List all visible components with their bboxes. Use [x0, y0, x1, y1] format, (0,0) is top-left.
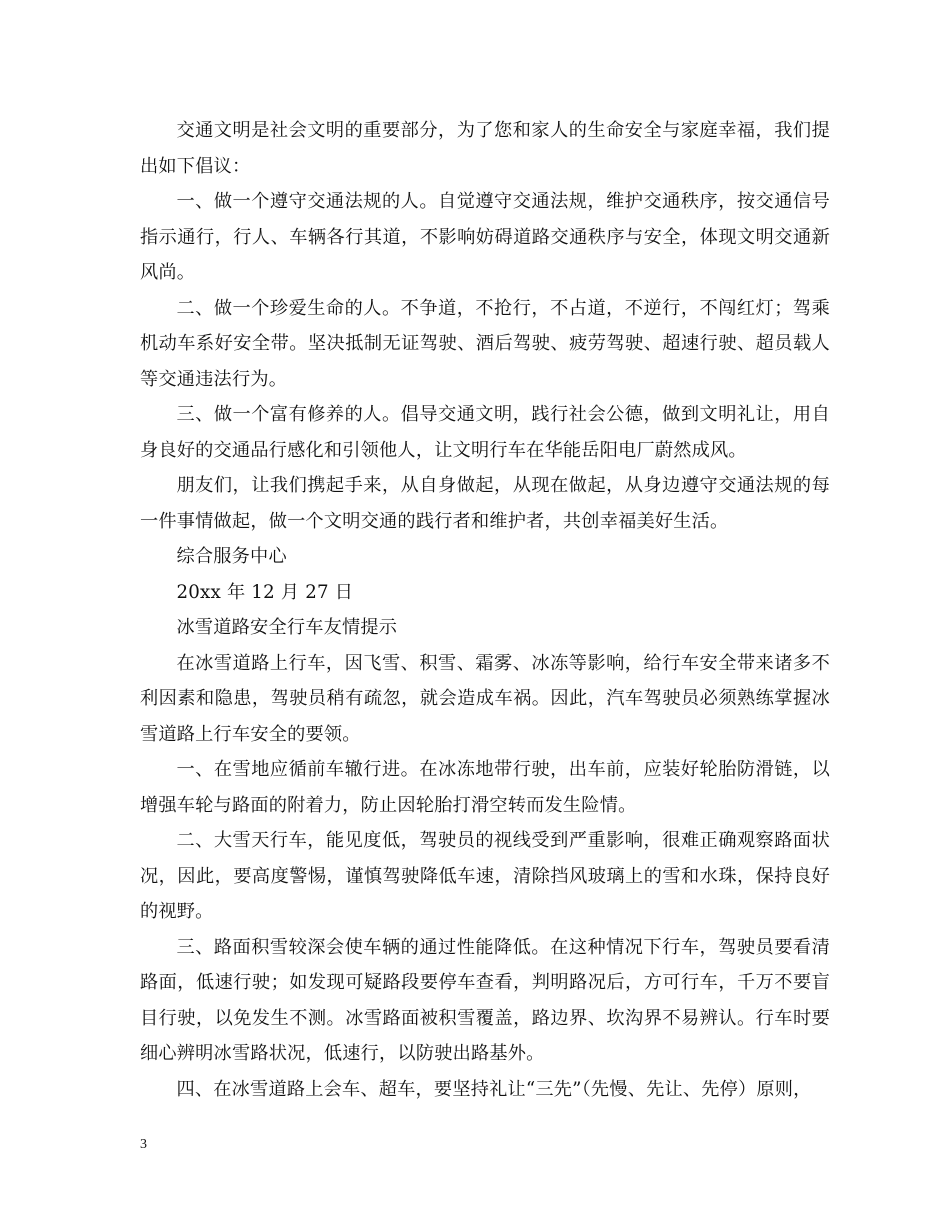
signature-date: 20xx 年 12 月 27 日	[176, 581, 354, 603]
paragraph-proposal-3: 三、做一个富有修养的人。倡导交通文明，践行社会公德，做到文明礼让，用自身良好的交通品行感化和引领他人，让文明行车在华能岳阳电厂蔚然成风。	[140, 404, 830, 461]
section-title: 冰雪道路安全行车友情提示	[176, 617, 398, 638]
paragraph-proposal-1: 一、做一个遵守交通法规的人。自觉遵守交通法规，维护交通秩序，按交通信号指示通行，行人、车辆各行其道，不影响妨碍道路交通秩序与安全，体现文明交通新风尚。	[140, 191, 830, 283]
paragraph-winter-tip-1: 一、在雪地应循前车辙行进。在冰冻地带行驶，出车前，应装好轮胎防滑链，以增强车轮与路面的附着力，防止因轮胎打滑空转而发生险情。	[140, 759, 830, 816]
paragraph-winter-intro: 在冰雪道路上行车，因飞雪、积雪、霜雾、冰冻等影响，给行车安全带来诸多不利因素和隐患，驾驶员稍有疏忽，就会造成车祸。因此，汽车驾驶员必须熟练掌握冰雪道路上行车安全的要领。	[140, 652, 830, 745]
page-number: 3	[140, 1137, 147, 1152]
paragraph-winter-tip-4: 四、在冰雪道路上会车、超车，要坚持礼让“三先”（先慢、先让、先停）原则，	[176, 1078, 812, 1100]
document-body	[140, 113, 830, 1107]
paragraph-intro: 交通文明是社会文明的重要部分，为了您和家人的生命安全与家庭幸福，我们提出如下倡议：	[140, 120, 830, 177]
paragraph-closing: 朋友们，让我们携起手来，从自身做起，从现在做起，从身边遵守交通法规的每一件事情做起，做一个文明交通的践行者和维护者，共创幸福美好生活。	[140, 475, 830, 532]
paragraph-proposal-2: 二、做一个珍爱生命的人。不争道，不抢行，不占道，不逆行，不闯红灯；驾乘机动车系好安全带。坚决抵制无证驾驶、酒后驾驶、疲劳驾驶、超速行驶、超员载人等交通违法行为。	[140, 297, 830, 390]
paragraph-winter-tip-3: 三、路面积雪较深会使车辆的通过性能降低。在这种情况下行车，驾驶员要看清路面，低速行驶；如发现可疑路段要停车查看，判明路况后，方可行车，千万不要盲目行驶，以免发生不测。冰雪路面被积雪覆盖，路边界、坎沟界不易辨认。行车时要细心辨明冰雪路状况，低速行，以防驶出路基外。	[140, 936, 830, 1064]
signature-organization: 综合服务中心	[176, 546, 287, 567]
paragraph-winter-tip-2: 二、大雪天行车，能见度低，驾驶员的视线受到严重影响，很难正确观察路面状况，因此，要高度警惕，谨慎驾驶降低车速，清除挡风玻璃上的雪和水珠，保持良好的视野。	[140, 830, 830, 922]
